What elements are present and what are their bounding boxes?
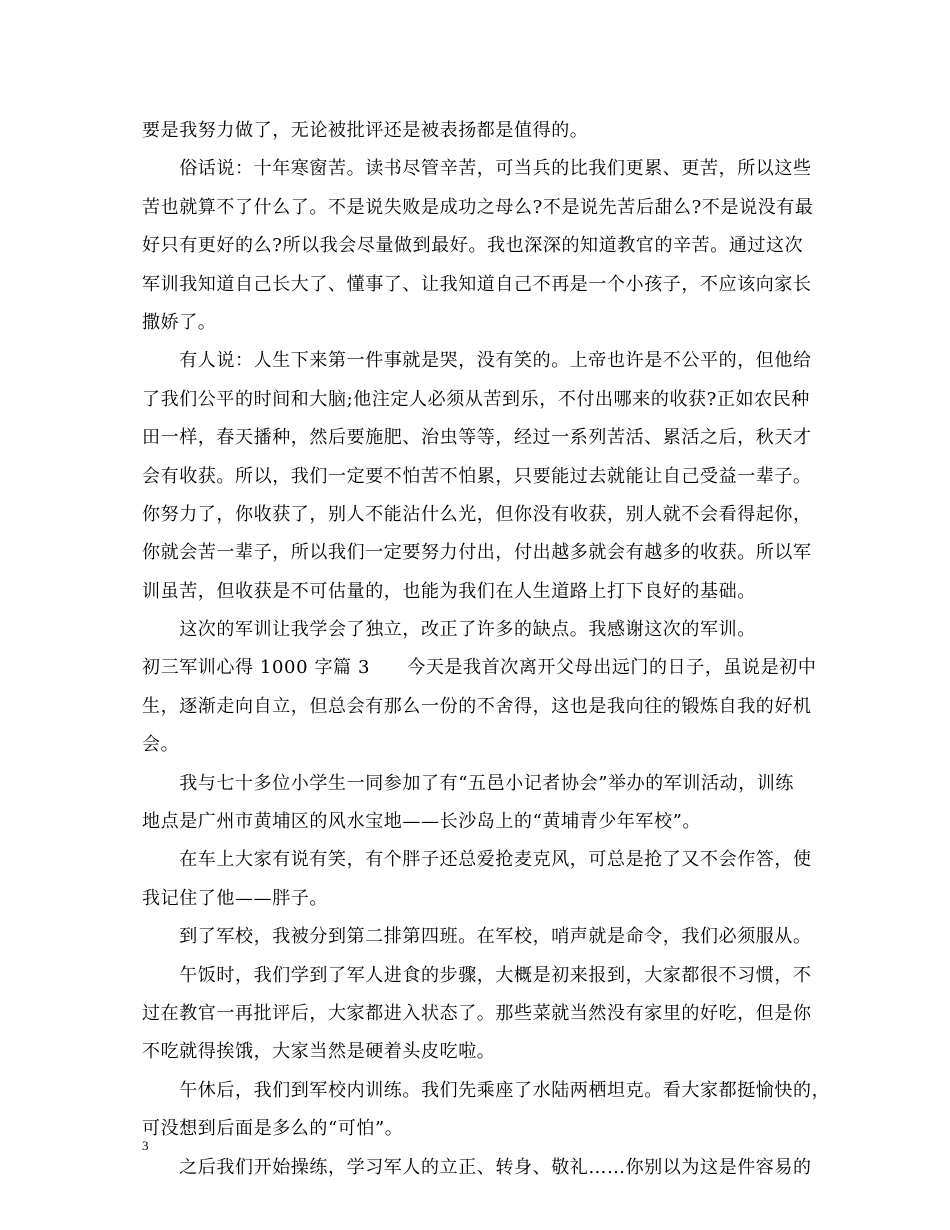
text-line: 生，逐渐走向自立，但总会有那么一份的不舍得，这也是我向往的锻炼自我的好机 xyxy=(142,695,812,717)
text-line: 军训我知道自己长大了、懂事了、让我知道自己不再是一个小孩子，不应该向家长 xyxy=(142,273,812,295)
text-line: 训虽苦，但收获是不可估量的，也能为我们在人生道路上打下良好的基础。 xyxy=(142,580,756,602)
text-line: 到了军校，我被分到第二排第四班。在军校，哨声就是命令，我们必须服从。 xyxy=(142,926,812,948)
body-text xyxy=(142,112,831,1187)
text-line: 了我们公平的时间和大脑;他注定人必须从苦到乐，不付出哪来的收获?正如农民种 xyxy=(142,388,810,410)
text-line: 我与七十多位小学生一同参加了有“五邑小记者协会”举办的军训活动，训练 xyxy=(142,772,795,794)
text-line: 俗话说：十年寒窗苦。读书尽管辛苦，可当兵的比我们更累、更苦，所以这些 xyxy=(142,158,812,180)
text-line: 过在教官一再批评后，大家都进入状态了。那些菜就当然没有家里的好吃，但是你 xyxy=(142,1002,812,1024)
text-line: 可没想到后面是多么的“可怕”。 xyxy=(142,1118,404,1140)
text-line: 午休后，我们到军校内训练。我们先乘座了水陆两栖坦克。看大家都挺愉快的， xyxy=(142,1079,831,1101)
section-heading-line: 初三军训心得 1000 字篇 3 今天是我首次离开父母出远门的日子，虽说是初中 xyxy=(142,657,817,679)
page-number: 3 xyxy=(142,1138,149,1153)
text-line: 好只有更好的么?所以我会尽量做到最好。我也深深的知道教官的辛苦。通过这次 xyxy=(142,235,804,257)
text-line: 地点是广州市黄埔区的风水宝地——长沙岛上的“黄埔青少年军校”。 xyxy=(142,811,702,833)
text-line: 我记住了他——胖子。 xyxy=(142,887,328,909)
text-line: 要是我努力做了，无论被批评还是被表扬都是值得的。 xyxy=(142,120,589,141)
text-line: 在车上大家有说有笑，有个胖子还总爱抢麦克风，可总是抢了又不会作答，使 xyxy=(142,849,812,871)
text-line: 有人说：人生下来第一件事就是哭，没有笑的。上帝也许是不公平的，但他给 xyxy=(142,350,812,372)
text-line: 你就会苦一辈子，所以我们一定要努力付出，付出越多就会有越多的收获。所以军 xyxy=(142,542,812,564)
text-line: 田一样，春天播种，然后要施肥、治虫等等，经过一系列苦活、累活之后，秋天才 xyxy=(142,427,812,449)
text-line: 撒娇了。 xyxy=(142,311,217,333)
text-line: 不吃就得挨饿，大家当然是硬着头皮吃啦。 xyxy=(142,1041,496,1063)
text-line: 会。 xyxy=(142,734,180,756)
text-line: 这次的军训让我学会了独立，改正了许多的缺点。我感谢这次的军训。 xyxy=(142,619,756,641)
text-line: 苦也就算不了什么了。不是说失败是成功之母么?不是说先苦后甜么?不是说没有最 xyxy=(142,196,814,218)
text-line: 之后我们开始操练，学习军人的立正、转身、敬礼……你别以为这是件容易的 xyxy=(142,1156,812,1178)
text-line: 你努力了，你收获了，别人不能沾什么光，但你没有收获，别人就不会看得起你， xyxy=(142,503,812,525)
text-line: 午饭时，我们学到了军人进食的步骤，大概是初来报到，大家都很不习惯，不 xyxy=(142,964,812,986)
text-line: 会有收获。所以，我们一定要不怕苦不怕累，只要能过去就能让自己受益一辈子。 xyxy=(142,465,812,487)
